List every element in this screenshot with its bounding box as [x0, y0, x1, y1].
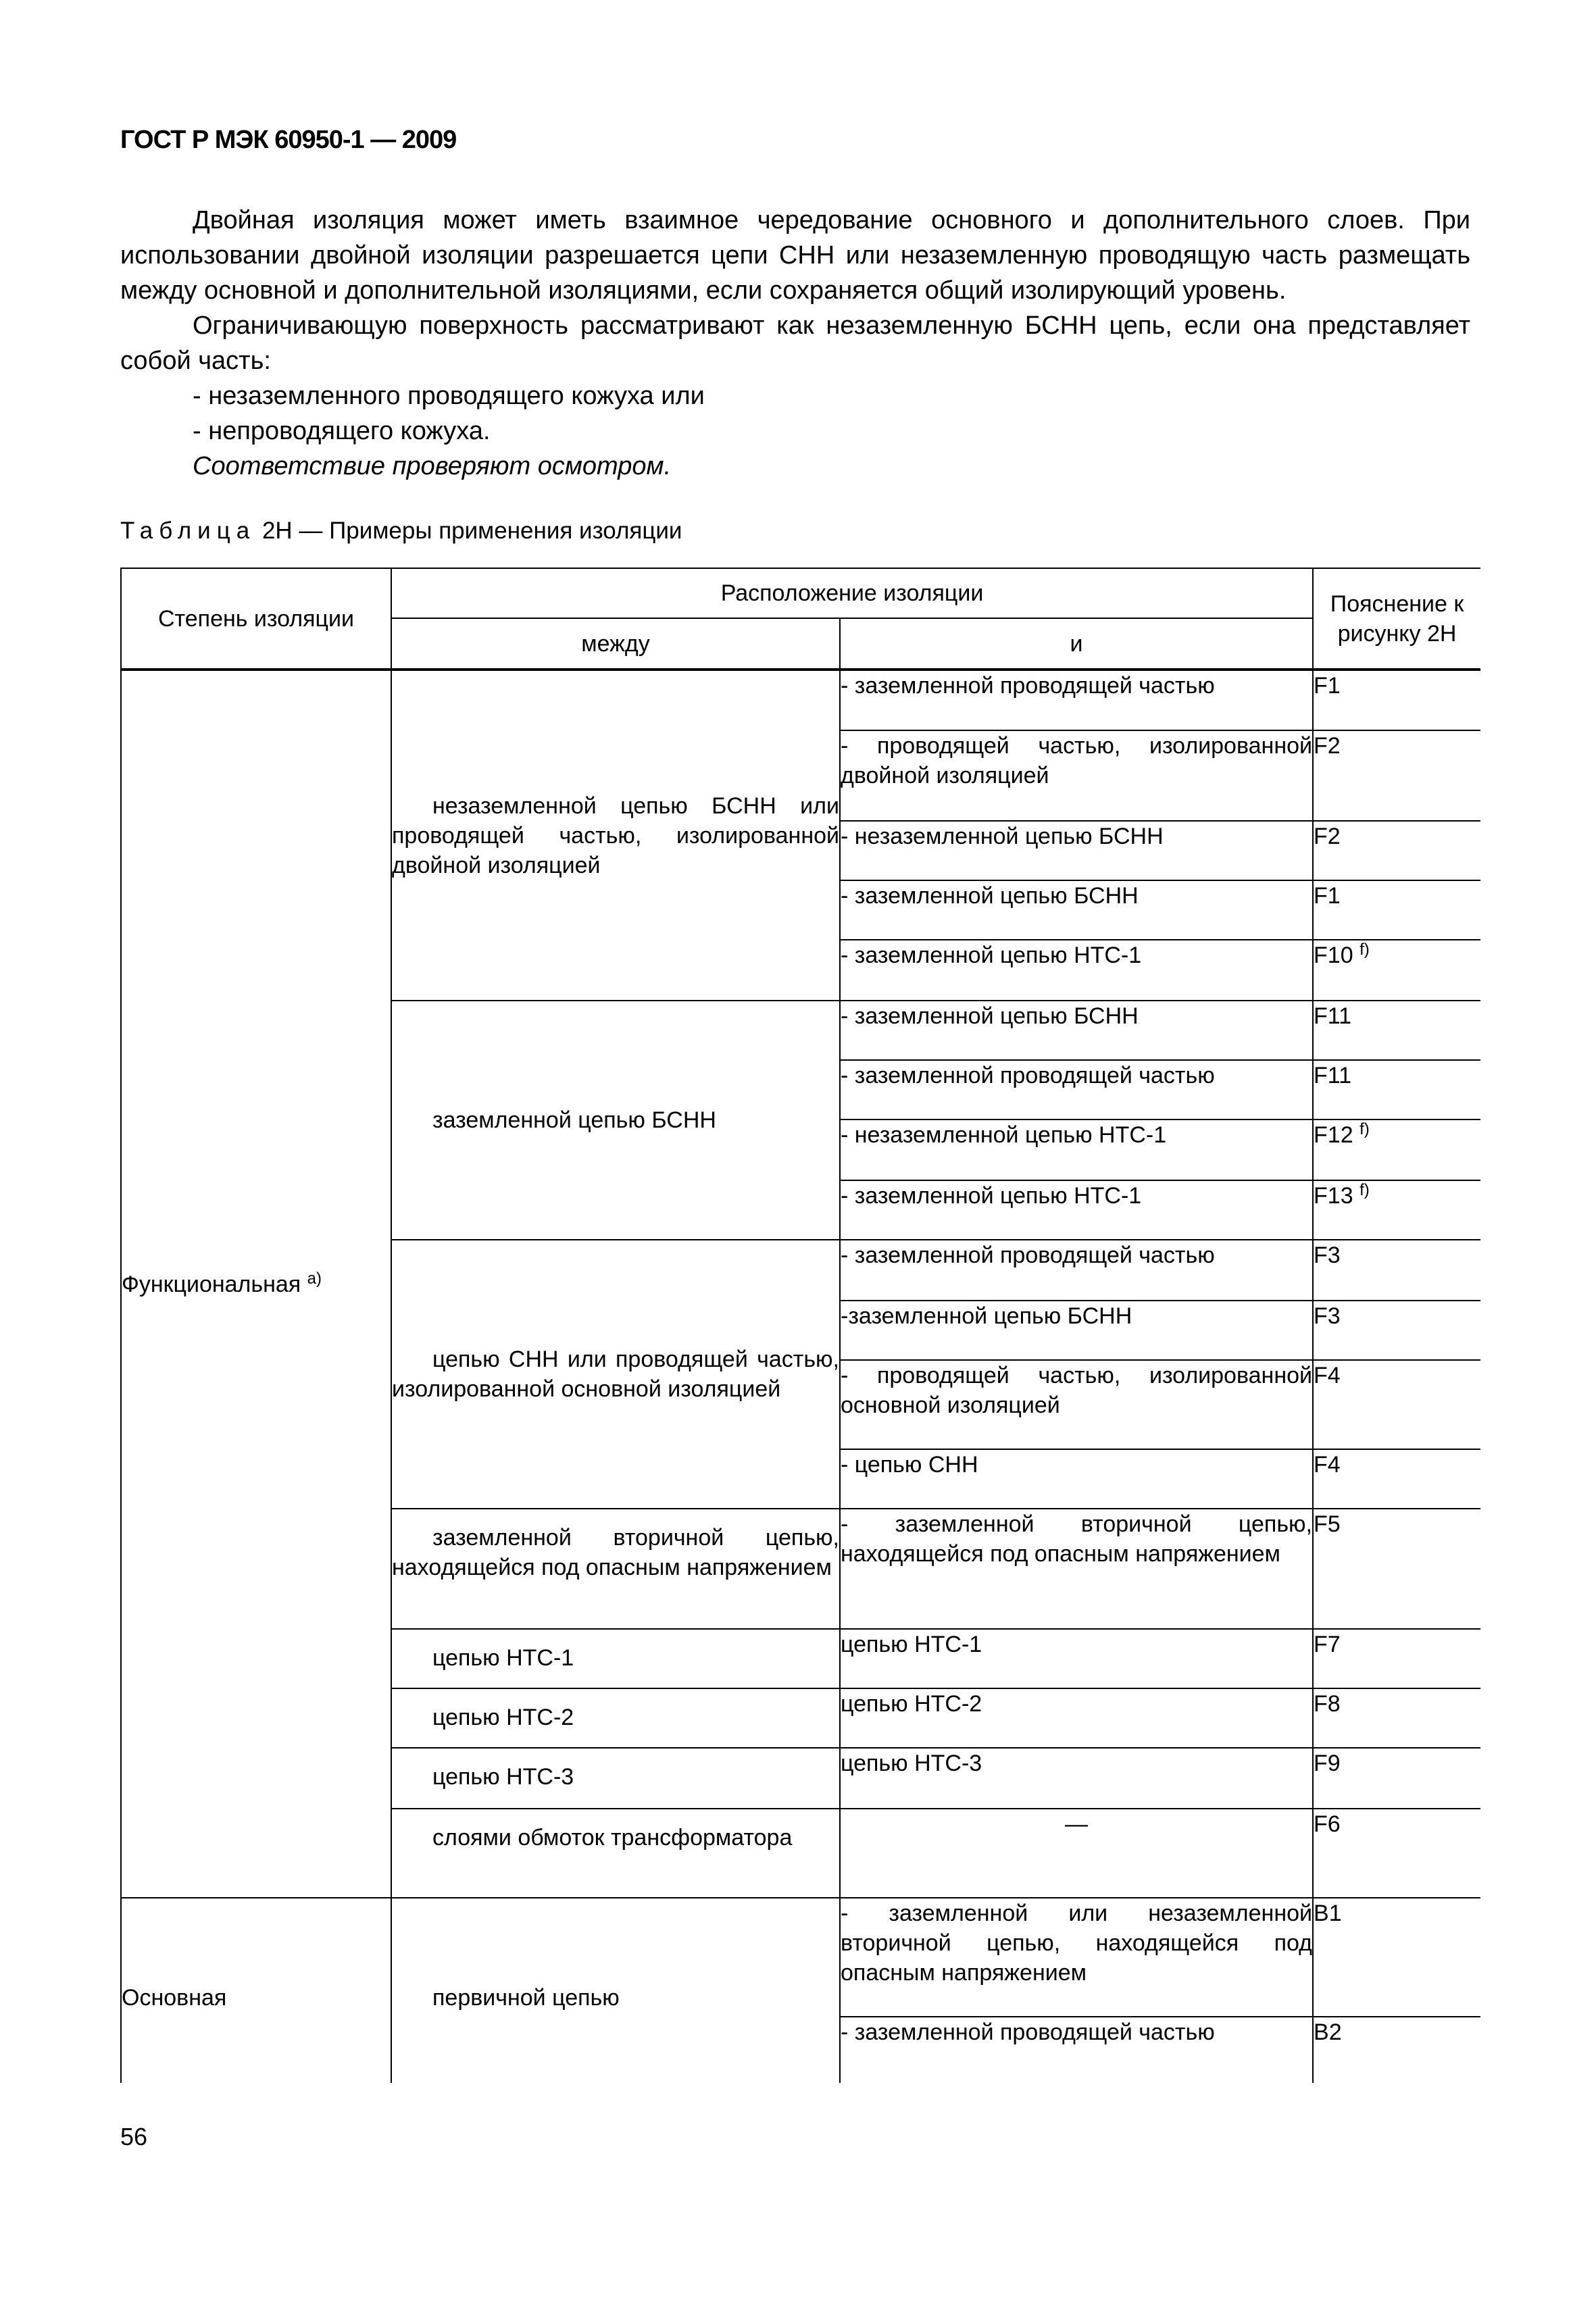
and-cell: - заземленной цепью БСНН [840, 880, 1313, 940]
and-cell: - заземленной цепью НТС-1 [840, 1180, 1313, 1240]
and-cell: - проводящей частью, изолированной двойной изоляцией [840, 730, 1313, 821]
header-degree: Степень изоляции [121, 568, 391, 670]
figure-ref: F13 $^{f)}$ [1313, 1180, 1480, 1240]
degree-basic: Основная [121, 1898, 391, 2083]
and-cell: - проводящей частью, изолированной основной изоляцией [840, 1360, 1313, 1449]
insulation-table [120, 568, 1480, 2083]
figure-ref: F2 [1313, 730, 1480, 821]
header-and: и [840, 618, 1313, 670]
figure-ref: F7 [1313, 1629, 1480, 1688]
and-cell: - заземленной цепью БСНН [840, 1001, 1313, 1060]
and-cell: - незаземленной цепью НТС-1 [840, 1120, 1313, 1180]
and-cell: - заземленной цепью НТС-1 [840, 940, 1313, 1001]
between-cell: заземленной цепью БСНН [391, 1001, 840, 1240]
between-cell: цепью НТС-1 [391, 1629, 840, 1688]
body-text [120, 203, 1470, 484]
header-note: Пояснение к рисунку 2Н [1313, 568, 1480, 670]
figure-ref: F3 [1313, 1240, 1480, 1301]
and-cell: - заземленной проводящей частью [840, 1060, 1313, 1120]
table-caption-label: Таблица [120, 518, 256, 544]
figure-ref: F4 [1313, 1449, 1480, 1509]
figure-ref: F3 [1313, 1301, 1480, 1360]
between-cell: заземленной вторичной цепью, находящейся под опасным напряжением [391, 1509, 840, 1629]
and-cell: - заземленной вторичной цепью, находящейся под опасным напряжением [840, 1509, 1313, 1629]
figure-ref: F10 $^{f)}$ [1313, 940, 1480, 1001]
paragraph-limiting-surface: Ограничивающую поверхность рассматривают как незаземленную БСНН цепь, если она представляет собой часть: [120, 311, 1470, 375]
figure-ref: F11 [1313, 1001, 1480, 1060]
between-cell: первичной цепью [391, 1898, 840, 2083]
between-cell: цепью СНН или проводящей частью, изолированной основной изоляцией [391, 1240, 840, 1509]
and-cell: -заземленной цепью БСНН [840, 1301, 1313, 1360]
and-cell: цепью НТС-2 [840, 1688, 1313, 1748]
and-cell: — [840, 1809, 1313, 1898]
figure-ref: F12 $^{f)}$ [1313, 1120, 1480, 1180]
between-cell: цепью НТС-3 [391, 1748, 840, 1809]
list-item: - непроводящего кожуха. [193, 417, 491, 445]
page-number: 56 [120, 2123, 148, 2150]
figure-ref: F11 [1313, 1060, 1480, 1120]
figure-ref: F1 [1313, 670, 1480, 730]
and-cell: - незаземленной цепью БСНН [840, 821, 1313, 880]
table-caption-title: 2Н — Примеры применения изоляции [255, 518, 682, 544]
degree-functional: Функциональная $^{a)}$ [121, 670, 391, 1898]
between-cell: слоями обмоток трансформатора [391, 1809, 840, 1898]
and-cell: цепью НТС-3 [840, 1748, 1313, 1809]
figure-ref: B1 [1313, 1898, 1480, 2017]
and-cell: - заземленной проводящей частью [840, 2017, 1313, 2083]
table-caption [120, 518, 682, 545]
and-cell: цепью НТС-1 [840, 1629, 1313, 1688]
between-cell: цепью НТС-2 [391, 1688, 840, 1748]
list-item: - незаземленного проводящего кожуха или [193, 382, 705, 410]
paragraph-double-insulation: Двойная изоляция может иметь взаимное чередование основного и дополнительного слоев. При использовании двойной изоляции разрешается цепи СНН или незаземленную проводящую часть размещать между основной и дополнительной изоляциями, если сохраняется общий изолирующий уровень. [120, 206, 1470, 305]
figure-ref: F5 [1313, 1509, 1480, 1629]
figure-ref: F6 [1313, 1809, 1480, 1898]
figure-ref: F2 [1313, 821, 1480, 880]
and-cell: - заземленной проводящей частью [840, 670, 1313, 730]
figure-ref: B2 [1313, 2017, 1480, 2083]
compliance-note: Соответствие проверяют осмотром. [193, 452, 672, 480]
figure-ref: F9 [1313, 1748, 1480, 1809]
figure-ref: F8 [1313, 1688, 1480, 1748]
figure-ref: F1 [1313, 880, 1480, 940]
figure-ref: F4 [1313, 1360, 1480, 1449]
header-between: между [391, 618, 840, 670]
header-location: Расположение изоляции [391, 568, 1313, 618]
and-cell: - цепью СНН [840, 1449, 1313, 1509]
document-header: ГОСТ Р МЭК 60950-1 — 2009 [120, 126, 457, 154]
between-cell: незаземленной цепью БСНН или проводящей частью, изолированной двойной изоляцией [391, 670, 840, 1001]
insulation-table-container [120, 568, 1480, 2083]
and-cell: - заземленной или незаземленной вторичной цепью, находящейся под опасным напряжением [840, 1898, 1313, 2017]
and-cell: - заземленной проводящей частью [840, 1240, 1313, 1301]
